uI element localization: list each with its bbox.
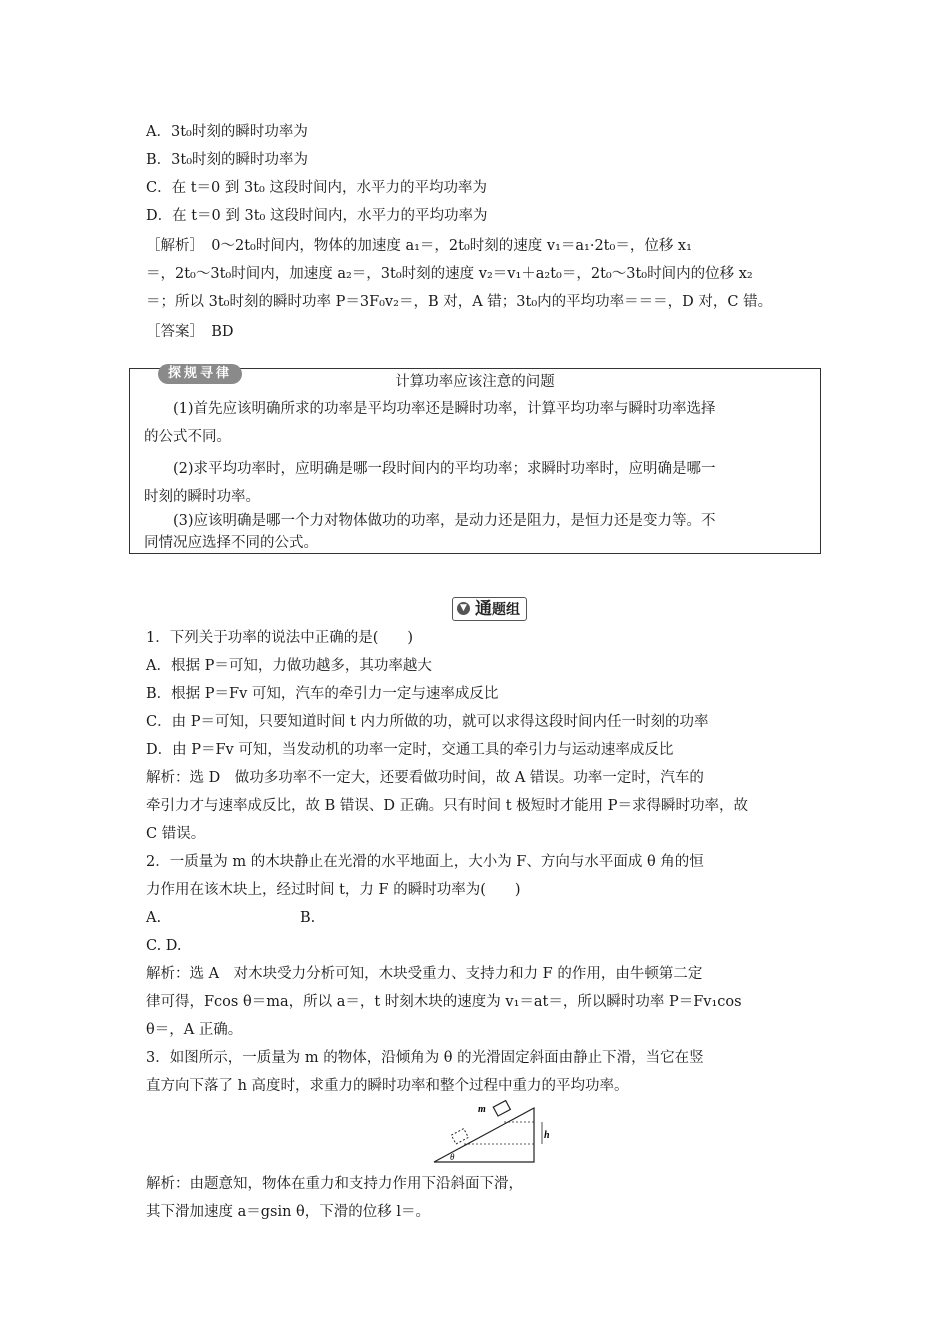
q2-stem: 力作用在该木块上，经过时间 t，力 F 的瞬时功率为( ) [146, 882, 521, 898]
rule-badge: 探规寻律 [158, 364, 242, 384]
option-b: B．3t₀时刻的瞬时功率为 [146, 152, 309, 168]
group-badge [452, 597, 527, 621]
rule-text: (1)首先应该明确所求的功率是平均功率还是瞬时功率，计算平均功率与瞬时功率选择 [173, 401, 716, 417]
q2-option-a: A. [146, 910, 162, 926]
q1-option-c: C．由 P＝可知，只要知道时间 t 内力所做的功，就可以求得这段时间内任一时刻的功率 [146, 714, 709, 730]
rule-box [129, 368, 821, 554]
block-bottom [451, 1129, 468, 1144]
answer-line: ［答案］ BD [146, 324, 234, 340]
q3-analysis: 其下滑加速度 a＝gsin θ，下滑的位移 l＝。 [146, 1204, 431, 1220]
rule-box-title: 计算功率应该注意的问题 [395, 374, 555, 390]
option-a: A．3t₀时刻的瞬时功率为 [146, 124, 308, 140]
incline-triangle [434, 1108, 534, 1162]
rule-text: (3)应该明确是哪一个力对物体做功的功率，是动力还是阻力，是恒力还是变力等。不 [173, 513, 716, 529]
analysis-line: ［解析］ 0～2t₀时间内，物体的加速度 a₁＝，2t₀时刻的速度 v₁＝a₁·2t₀＝，位移 x₁ [146, 238, 692, 254]
analysis-line: ＝；所以 3t₀时刻的瞬时功率 P＝3F₀v₂＝，B 对，A 错；3t₀内的平均功率＝＝＝，D 对，C 错。 [146, 294, 773, 310]
q2-stem: 2．一质量为 m 的木块静止在光滑的水平地面上，大小为 F、方向与水平面成 θ 角的恒 [146, 854, 704, 870]
incline-figure [430, 1098, 550, 1170]
q3-stem: 3．如图所示，一质量为 m 的物体，沿倾角为 θ 的光滑固定斜面由静止下滑，当它在竖 [146, 1050, 704, 1066]
analysis-line: ＝，2t₀～3t₀时间内，加速度 a₂＝，3t₀时刻的速度 v₂＝v₁＋a₂t₀＝，2t₀～3t₀时间内的位移 x₂ [146, 266, 753, 282]
q1-option-a: A．根据 P＝可知，力做功越多，其功率越大 [146, 658, 432, 674]
label-theta: θ [450, 1152, 455, 1162]
q2-option-cd: C. D. [146, 938, 182, 954]
option-c: C．在 t＝0 到 3t₀ 这段时间内，水平力的平均功率为 [146, 180, 487, 196]
rule-text: 同情况应选择不同的公式。 [144, 535, 318, 551]
chevron-down-icon: ▼ [457, 602, 470, 615]
q1-analysis: C 错误。 [146, 826, 206, 842]
group-badge-big: 通 [475, 599, 492, 619]
group-badge-rest: 题组 [492, 602, 520, 618]
q1-analysis: 解析：选 D 做功多功率不一定大，还要看做功时间，故 A 错误。功率一定时，汽车的 [146, 770, 704, 786]
q3-analysis: 解析：由题意知，物体在重力和支持力作用下沿斜面下滑， [146, 1176, 523, 1192]
q1-stem: 1．下列关于功率的说法中正确的是( ) [146, 630, 414, 646]
q1-option-b: B．根据 P＝Fv 可知，汽车的牵引力一定与速率成反比 [146, 686, 499, 702]
q3-stem: 直方向下落了 h 高度时，求重力的瞬时功率和整个过程中重力的平均功率。 [146, 1078, 629, 1094]
q2-analysis: 律可得，Fcos θ＝ma，所以 a＝，t 时刻木块的速度为 v₁＝at＝，所以瞬时功率 P＝Fv₁cos [146, 994, 742, 1010]
rule-text: (2)求平均功率时，应明确是哪一段时间内的平均功率；求瞬时功率时，应明确是哪一 [173, 461, 716, 477]
option-d: D．在 t＝0 到 3t₀ 这段时间内，水平力的平均功率为 [146, 208, 488, 224]
q2-analysis: θ＝，A 正确。 [146, 1022, 243, 1038]
q2-analysis: 解析：选 A 对木块受力分析可知，木块受重力、支持力和力 F 的作用，由牛顿第二定 [146, 966, 703, 982]
q1-analysis: 牵引力才与速率成反比，故 B 错误、D 正确。只有时间 t 极短时才能用 P＝求得瞬时功率，故 [146, 798, 749, 814]
block-top [493, 1101, 510, 1116]
label-h: h [544, 1130, 550, 1141]
rule-text: 时刻的瞬时功率。 [144, 489, 260, 505]
q2-option-b: B. [300, 910, 316, 926]
label-m: m [478, 1104, 486, 1115]
rule-text: 的公式不同。 [144, 429, 231, 445]
q1-option-d: D．由 P＝Fv 可知，当发动机的功率一定时，交通工具的牵引力与运动速率成反比 [146, 742, 674, 758]
